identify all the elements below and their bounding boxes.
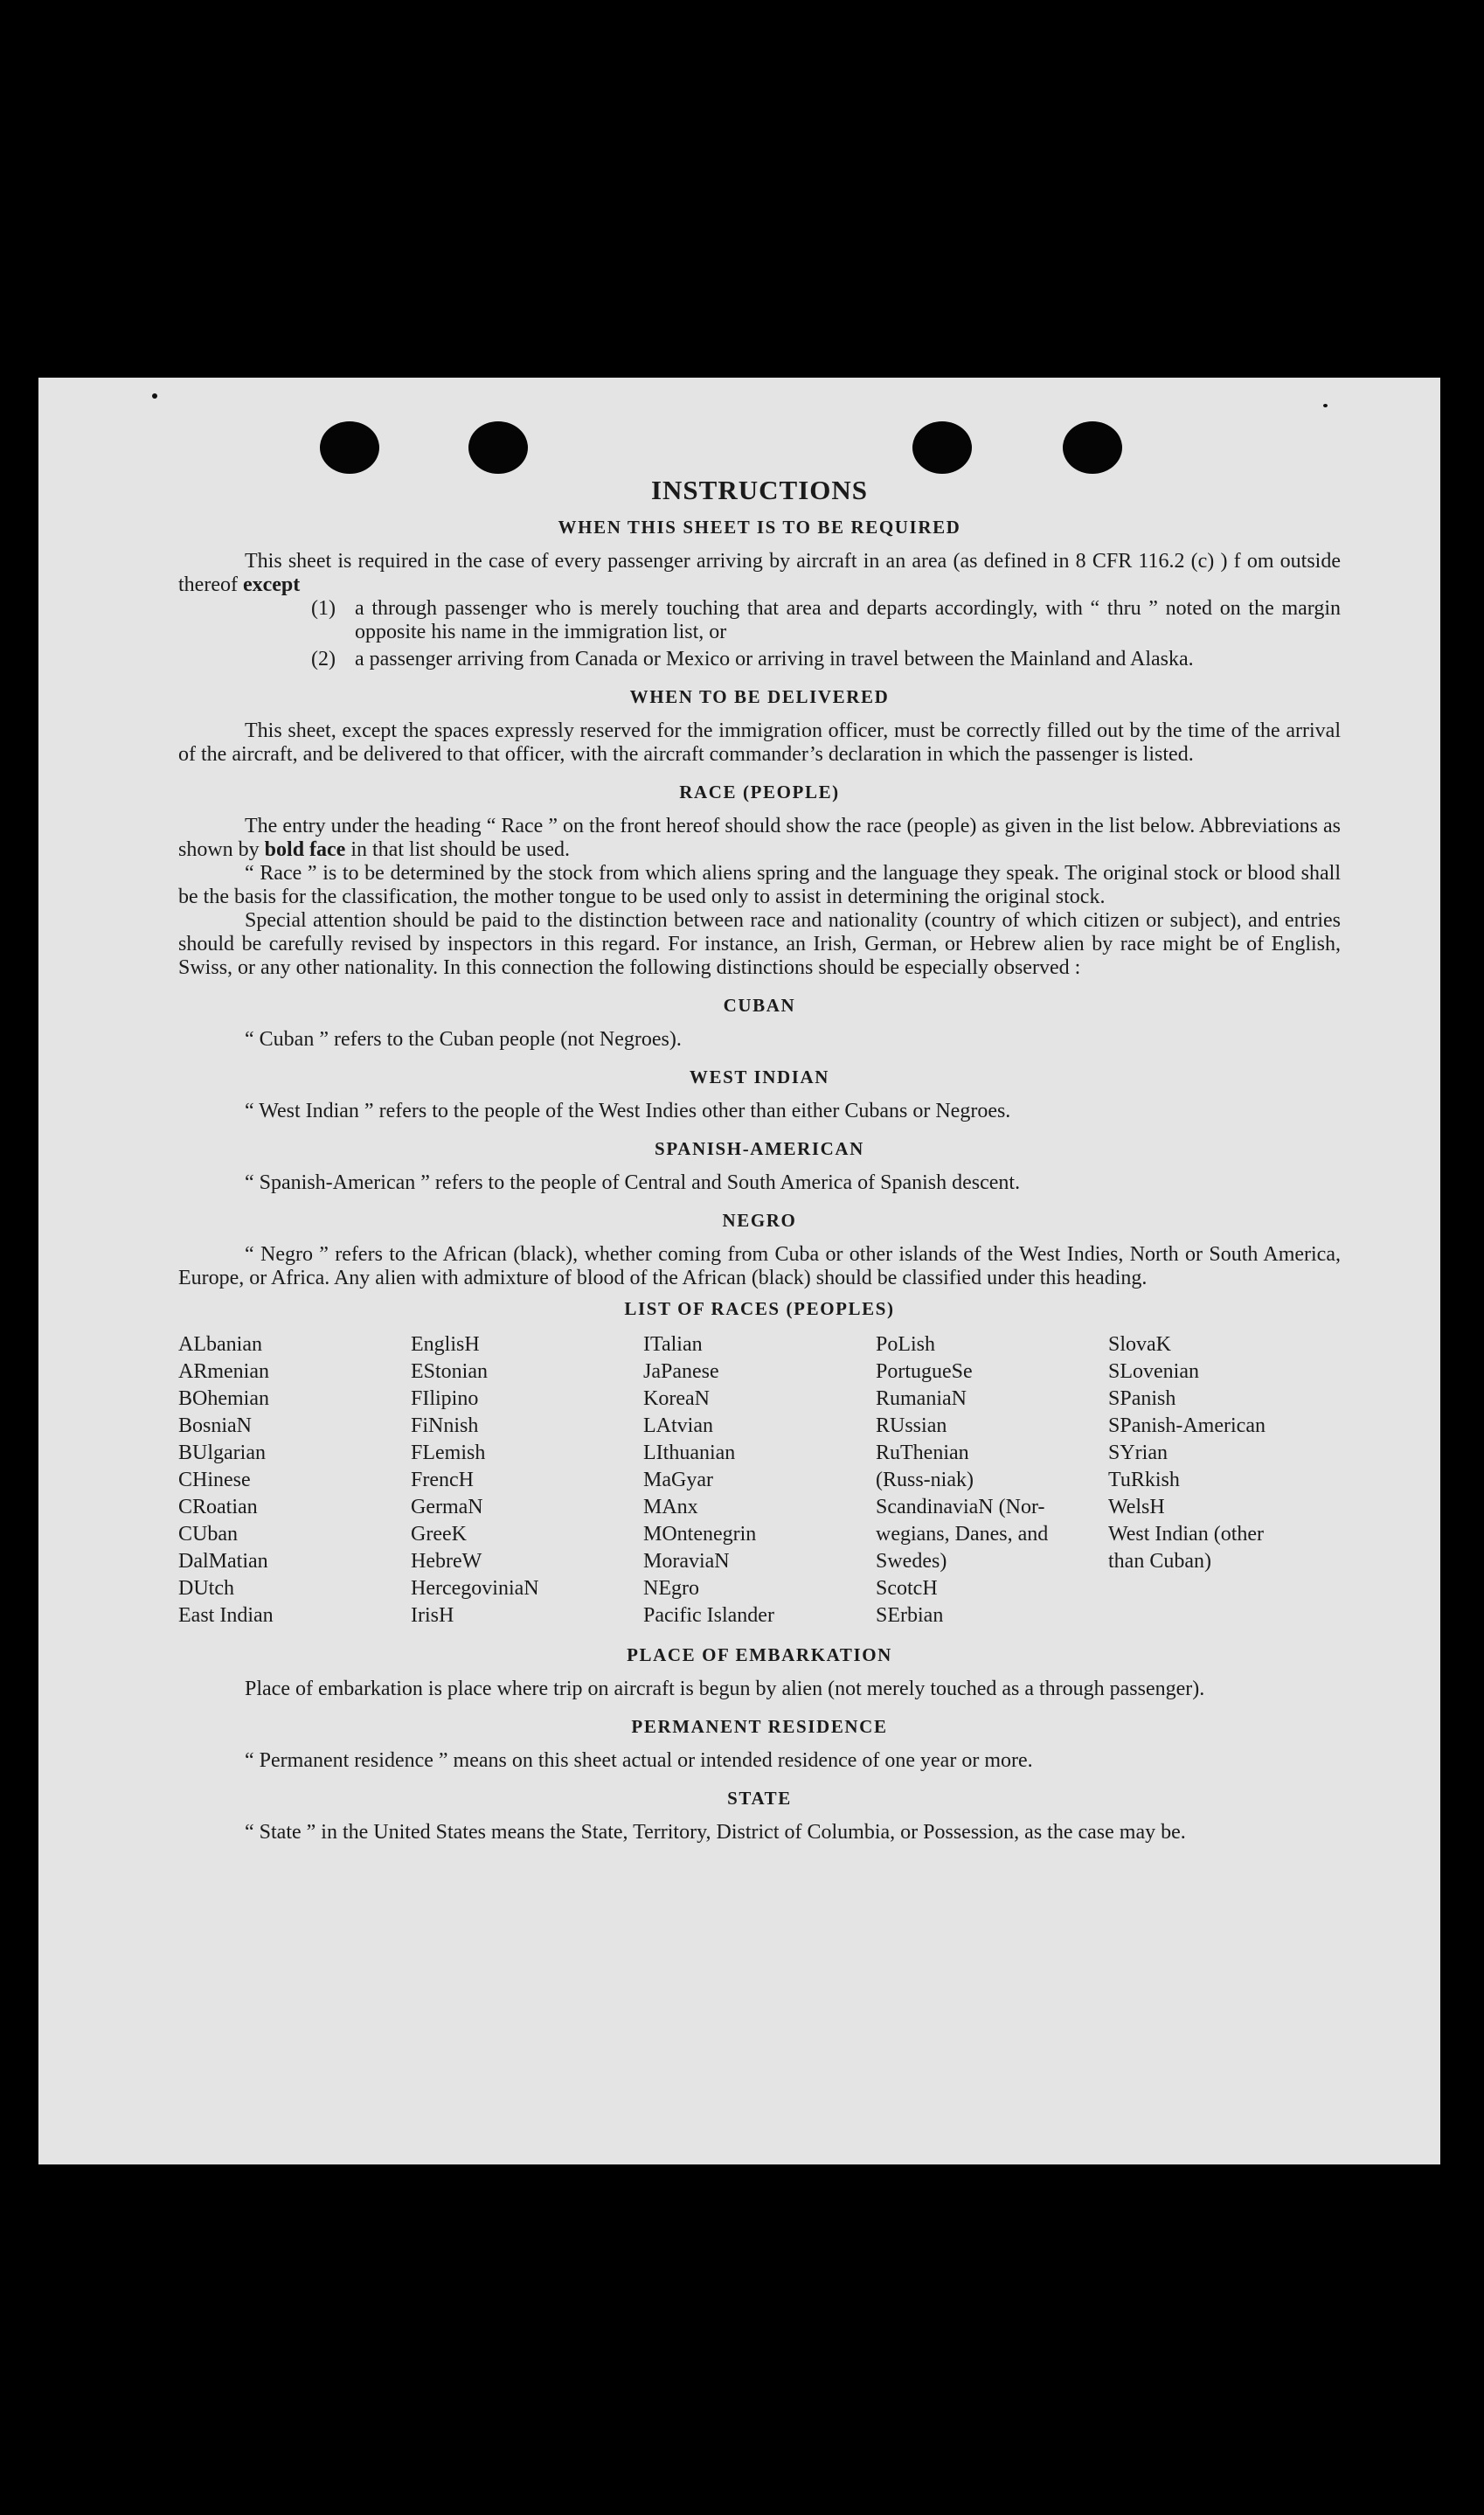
race-entry: ScotcH — [876, 1577, 938, 1600]
race-entry: ARmenian — [178, 1360, 269, 1383]
punch-hole — [320, 421, 379, 474]
race-entry: East Indian — [178, 1604, 274, 1627]
heading-cuban: CUBAN — [723, 995, 796, 1016]
race-entry: SLovenian — [1108, 1360, 1199, 1383]
list-item: (2) a passenger arriving from Canada or Mexico or arriving in travel between the Mainland and Alaska. — [311, 648, 1194, 670]
race-entry: CRoatian — [178, 1496, 258, 1518]
race-entry: WelsH — [1108, 1496, 1165, 1518]
races-column — [643, 1331, 876, 1629]
race-paragraph-3: Special attention should be paid to the distinction between race and nationality (country of which citizen or subject), and entries should be carefully revised by inspectors in this regard. For instance, an Irish, German, or Hebrew alien by race might be of English, Swiss, or any other nationality. In this connection the following distinctions should be especially observed : — [178, 909, 1341, 979]
race-entry: RUssian — [876, 1414, 947, 1437]
negro-text: “ Negro ” refers to the African (black), whether coming from Cuba or other islands of the West Indies, North or South America, Europe, or Africa. Any alien with admixture of blood of the African (black) should be classified under this heading. — [178, 1243, 1341, 1289]
heading-required: WHEN THIS SHEET IS TO BE REQUIRED — [558, 517, 961, 538]
race-entry: LAtvian — [643, 1414, 713, 1437]
race-entry: JaPanese — [643, 1360, 719, 1383]
race-paragraph-1: The entry under the heading “ Race ” on the front hereof should show the race (people) as given in the list below. Abbreviations as shown by bold face in that list should be used. — [178, 815, 1341, 861]
spanish-american-text: “ Spanish-American ” refers to the people of Central and South America of Spanish descent. — [245, 1171, 1021, 1194]
race-entry: TuRkish — [1108, 1469, 1180, 1491]
list-item: (1) a through passenger who is merely touching that area and departs accordingly, with “ thru ” noted on the margin opposite his name in the immigration list, or — [311, 597, 1341, 643]
races-column — [411, 1331, 643, 1629]
heading-race: RACE (PEOPLE) — [679, 782, 840, 802]
race-entry: SErbian — [876, 1604, 944, 1627]
race-entry: FIlipino — [411, 1387, 479, 1410]
required-intro: This sheet is required in the case of every passenger arriving by aircraft in an area (as defined in 8 CFR 116.2 (c) ) f om outside thereof except — [178, 550, 1341, 596]
race-entry: DUtch — [178, 1577, 234, 1600]
race-entry: CUban — [178, 1523, 238, 1546]
race-entry: ALbanian — [178, 1333, 262, 1356]
speck — [1323, 404, 1328, 407]
races-list — [178, 1331, 1341, 1629]
heading-embarkation: PLACE OF EMBARKATION — [627, 1644, 892, 1665]
residence-text: “ Permanent residence ” means on this sheet actual or intended residence of one year or more. — [245, 1749, 1033, 1772]
west-indian-text: “ West Indian ” refers to the people of the West Indies other than either Cubans or Negroes. — [245, 1100, 1011, 1122]
race-entry: FLemish — [411, 1442, 486, 1464]
race-entry: CHinese — [178, 1469, 251, 1491]
race-entry: PoLish — [876, 1333, 936, 1356]
race-entry: West Indian (other than Cuban) — [1108, 1523, 1265, 1573]
race-entry: GermaN — [411, 1496, 483, 1518]
race-entry: SPanish — [1108, 1387, 1176, 1410]
race-entry: RumaniaN — [876, 1387, 967, 1410]
race-entry: SYrian — [1108, 1442, 1168, 1464]
race-entry: HebreW — [411, 1550, 482, 1573]
page-title: INSTRUCTIONS — [650, 475, 868, 505]
heading-races-list: LIST OF RACES (PEOPLES) — [624, 1298, 895, 1319]
race-entry: IrisH — [411, 1604, 454, 1627]
embarkation-text: Place of embarkation is place where trip on aircraft is begun by alien (not merely touched as a through passenger). — [245, 1678, 1205, 1700]
race-entry: NEgro — [643, 1577, 699, 1600]
race-entry: Pacific Islander — [643, 1604, 774, 1627]
race-entry: PortugueSe — [876, 1360, 973, 1383]
instructions-content — [178, 475, 1341, 1845]
document-sheet — [38, 378, 1440, 2164]
race-entry: MAnx — [643, 1496, 698, 1518]
races-column — [178, 1331, 411, 1629]
race-entry: MaGyar — [643, 1469, 713, 1491]
race-entry: EnglisH — [411, 1333, 480, 1356]
race-paragraph-2: “ Race ” is to be determined by the stock from which aliens spring and the language they speak. The original stock or blood shall be the basis for the classification, the mother tongue to be used only to assist in determining the original stock. — [178, 862, 1341, 908]
race-entry: DalMatian — [178, 1550, 268, 1573]
race-entry: SPanish-American — [1108, 1414, 1266, 1437]
heading-spanish-american: SPANISH-AMERICAN — [655, 1138, 864, 1159]
race-entry: ScandinaviaN (Nor-wegians, Danes, and Swedes) — [876, 1496, 1049, 1573]
heading-west-indian: WEST INDIAN — [689, 1066, 830, 1087]
heading-delivered: WHEN TO BE DELIVERED — [629, 686, 890, 707]
heading-state: STATE — [727, 1788, 792, 1809]
race-entry: LIthuanian — [643, 1442, 736, 1464]
heading-negro: NEGRO — [722, 1210, 797, 1231]
race-entry: KoreaN — [643, 1387, 710, 1410]
race-entry: FrencH — [411, 1469, 474, 1491]
race-entry: FiNnish — [411, 1414, 479, 1437]
punch-hole — [1063, 421, 1122, 474]
cuban-text: “ Cuban ” refers to the Cuban people (not Negroes). — [245, 1028, 682, 1051]
race-entry: BOhemian — [178, 1387, 269, 1410]
delivered-text: This sheet, except the spaces expressly reserved for the immigration officer, must be correctly filled out by the time of the arrival of the aircraft, and be delivered to that officer, with the aircraft commander’s declaration in which the passenger is listed. — [178, 719, 1341, 766]
speck — [152, 393, 157, 399]
punch-hole — [912, 421, 972, 474]
race-entry: MoraviaN — [643, 1550, 730, 1573]
race-entry: RuThenian (Russ-niak) — [876, 1442, 974, 1491]
race-entry: SlovaK — [1108, 1333, 1171, 1356]
race-entry: BUlgarian — [178, 1442, 266, 1464]
punch-hole — [468, 421, 528, 474]
race-entry: EStonian — [411, 1360, 488, 1383]
races-column — [1108, 1331, 1341, 1629]
race-entry: GreeK — [411, 1523, 467, 1546]
heading-residence: PERMANENT RESIDENCE — [631, 1716, 888, 1737]
race-entry: HercegoviniaN — [411, 1577, 539, 1600]
state-text: “ State ” in the United States means the State, Territory, District of Columbia, or Possession, as the case may be. — [245, 1821, 1186, 1844]
race-entry: BosniaN — [178, 1414, 252, 1437]
race-entry: MOntenegrin — [643, 1523, 757, 1546]
races-column — [876, 1331, 1108, 1629]
race-entry: ITalian — [643, 1333, 703, 1356]
